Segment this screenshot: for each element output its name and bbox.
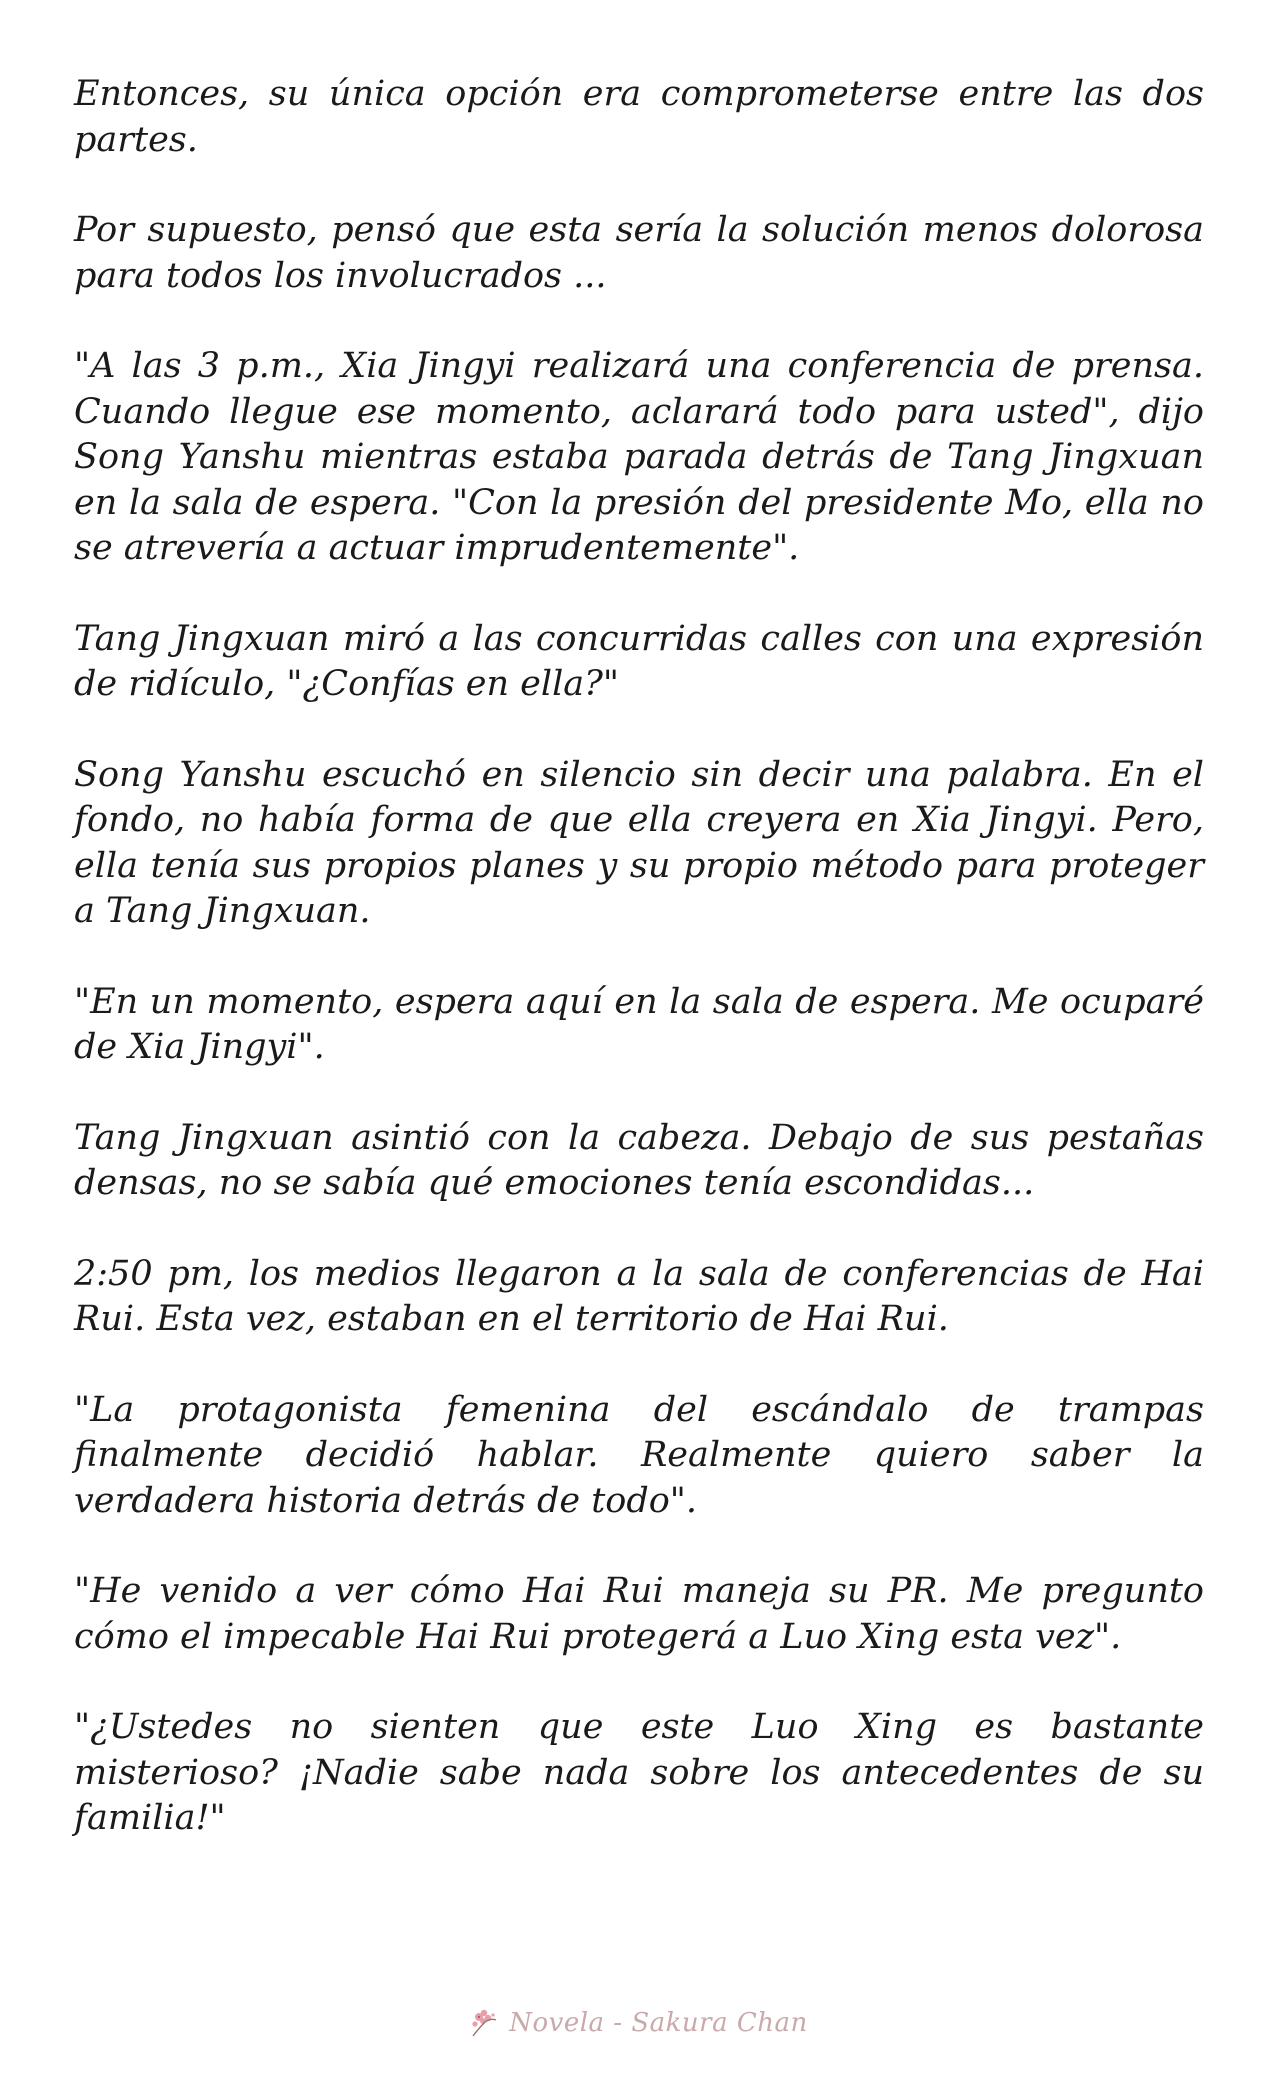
paragraph: Tang Jingxuan miró a las concurridas calles con una expresión de ridículo, "¿Confías en ella?" xyxy=(74,618,1204,704)
paragraph: Song Yanshu escuchó en silencio sin decir una palabra. En el fondo, no había forma de que ella creyera en Xia Jingyi. Pero, ella tenía sus propios planes y su propio método para proteger a Tang Jingxuan. xyxy=(74,754,1204,931)
paragraph: "A las 3 p.m., Xia Jingyi realizará una conferencia de prensa. Cuando llegue ese momento, aclarará todo para usted", dijo Song Yanshu mientras estaba parada detrás de Tang Jingxuan en la sala de espera. "Con la presión del presidente Mo, ella no se atrevería a actuar imprudentemente". xyxy=(74,346,1204,568)
paragraph: "La protagonista femenina del escándalo de trampas finalmente decidió hablar. Realmente quiero saber la verdadera historia detrás de todo". xyxy=(74,1389,1204,1521)
paragraph: Por supuesto, pensó que esta sería la solución menos dolorosa para todos los involucrados ... xyxy=(74,210,1204,296)
footer-text: Novela - Sakura Chan xyxy=(509,2008,808,2038)
paragraph: "¿Ustedes no sienten que este Luo Xing es bastante misterioso? ¡Nadie sabe nada sobre los antecedentes de su familia!" xyxy=(74,1707,1204,1838)
sakura-icon xyxy=(467,2006,501,2040)
body-text xyxy=(74,72,1204,1887)
paragraph: Tang Jingxuan asintió con la cabeza. Debajo de sus pestañas densas, no se sabía qué emociones tenía escondidas... xyxy=(74,1117,1204,1203)
paragraph: Entonces, su única opción era comprometerse entre las dos partes. xyxy=(74,74,1204,160)
footer-content xyxy=(467,2006,808,2040)
paragraph: "En un momento, espera aquí en la sala de espera. Me ocuparé de Xia Jingyi". xyxy=(74,981,1204,1067)
paragraph: 2:50 pm, los medios llegaron a la sala de conferencias de Hai Rui. Esta vez, estaban en el territorio de Hai Rui. xyxy=(74,1253,1204,1339)
paragraph: "He venido a ver cómo Hai Rui maneja su PR. Me pregunto cómo el impecable Hai Rui protegerá a Luo Xing esta vez". xyxy=(74,1571,1204,1657)
footer-watermark xyxy=(0,1998,1275,2048)
